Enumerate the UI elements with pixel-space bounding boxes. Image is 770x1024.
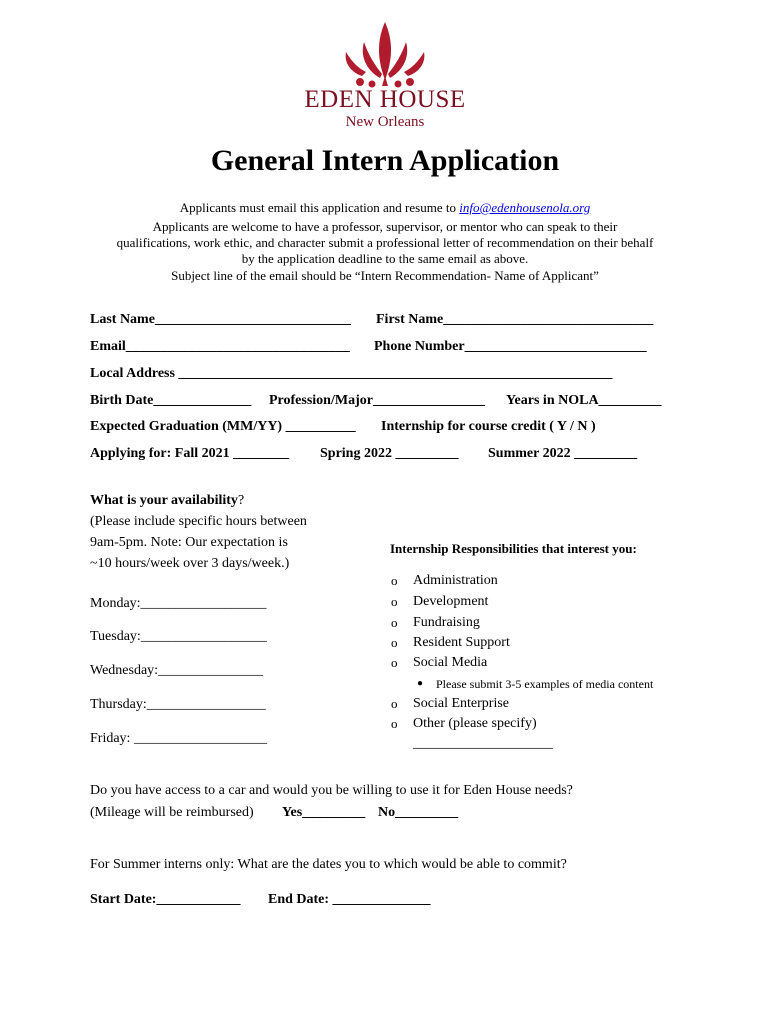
intro-line-4: by the application deadline to the same email as above.: [241, 251, 529, 266]
wednesday-field[interactable]: Wednesday:_______________: [90, 663, 264, 678]
intro-line-3: qualifications, work ethic, and character submit a professional letter of recommendation on their behalf: [116, 235, 654, 250]
bullet-icon: o: [391, 615, 398, 630]
mileage-note: (Mileage will be reimbursed): [90, 805, 254, 820]
availability-note-3: ~10 hours/week over 3 days/week.): [90, 556, 290, 571]
bullet-icon: o: [391, 655, 398, 670]
availability-question-text: What is your availability: [90, 493, 238, 508]
applying-fall-field[interactable]: Applying for: Fall 2021 ________: [90, 446, 290, 461]
intro-line-2: Applicants are welcome to have a professor, supervisor, or mentor who can speak to their: [152, 219, 618, 234]
spring-field[interactable]: Spring 2022 _________: [320, 446, 459, 461]
birth-date-field[interactable]: Birth Date______________: [90, 393, 252, 408]
bullet-icon: o: [391, 573, 398, 588]
monday-field[interactable]: Monday:__________________: [90, 596, 267, 611]
car-no-field[interactable]: No_________: [378, 805, 459, 820]
brand-name: EDEN HOUSE: [304, 86, 466, 113]
option-resident-support[interactable]: Resident Support: [413, 635, 510, 650]
page-title: General Intern Application: [210, 144, 560, 177]
phone-field[interactable]: Phone Number__________________________: [374, 339, 647, 354]
bullet-icon: o: [391, 635, 398, 650]
local-address-field[interactable]: Local Address ______________________________________________________________: [90, 366, 613, 381]
thursday-field[interactable]: Thursday:_________________: [90, 697, 266, 712]
intro-line-1: [0, 200, 770, 216]
availability-note-1: (Please include specific hours between: [90, 514, 307, 529]
first-name-field[interactable]: First Name______________________________: [376, 312, 654, 327]
option-administration[interactable]: Administration: [413, 573, 498, 588]
expected-graduation-field[interactable]: Expected Graduation (MM/YY) __________: [90, 419, 356, 434]
availability-question-mark: ?: [237, 493, 245, 508]
tuesday-field[interactable]: Tuesday:__________________: [90, 629, 267, 644]
internship-credit-field[interactable]: Internship for course credit ( Y / N ): [381, 419, 596, 434]
availability-note-2: 9am-5pm. Note: Our expectation is: [90, 535, 288, 550]
option-fundraising[interactable]: Fundraising: [413, 615, 480, 630]
other-specify-field[interactable]: ____________________: [413, 736, 553, 751]
friday-field[interactable]: Friday: ___________________: [90, 731, 267, 746]
car-yes-field[interactable]: Yes_________: [282, 805, 366, 820]
brand-location: New Orleans: [345, 114, 425, 130]
intro-line-1-text: Applicants must email this application and resume to: [179, 200, 460, 215]
intro-line-5: Subject line of the email should be “Intern Recommendation- Name of Applicant”: [171, 268, 599, 283]
availability-question: [90, 493, 244, 509]
end-date-field[interactable]: End Date: ______________: [268, 892, 431, 907]
email-link[interactable]: info@edenhousenola.org: [459, 200, 591, 215]
social-media-note: Please submit 3-5 examples of media content: [436, 677, 654, 691]
bullet-icon: o: [391, 594, 398, 609]
years-nola-field[interactable]: Years in NOLA_________: [506, 393, 662, 408]
profession-field[interactable]: Profession/Major________________: [269, 393, 485, 408]
summer-field[interactable]: Summer 2022 _________: [488, 446, 638, 461]
start-date-field[interactable]: Start Date:____________: [90, 892, 241, 907]
responsibilities-heading: Internship Responsibilities that interest you:: [390, 541, 637, 556]
bullet-icon: o: [391, 716, 398, 731]
bullet-icon: o: [391, 696, 398, 711]
option-social-enterprise[interactable]: Social Enterprise: [413, 696, 510, 711]
option-social-media[interactable]: Social Media: [413, 655, 488, 670]
option-development[interactable]: Development: [413, 594, 489, 609]
summer-question: For Summer interns only: What are the dates you to which would be able to commit?: [90, 857, 567, 872]
option-other[interactable]: Other (please specify): [413, 716, 537, 731]
email-field[interactable]: Email________________________________: [90, 339, 350, 354]
sub-bullet-icon: ●: [417, 678, 424, 689]
car-question: Do you have access to a car and would you be willing to use it for Eden House needs?: [90, 783, 573, 798]
last-name-field[interactable]: Last Name____________________________: [90, 312, 351, 327]
